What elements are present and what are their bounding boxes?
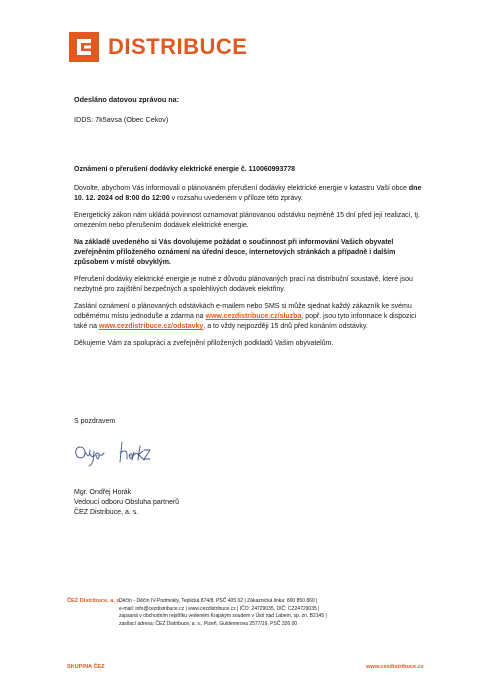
p5-text-a: Zaslání oznámení o plánovaných odstávkách e-mailem nebo SMS si může sjednat každý zákazník ke svému odběrnému místu jednoduše a zdarma na [74, 303, 412, 320]
paragraph-1 [74, 184, 424, 204]
signer-name: Mgr. Ondřej Horák [74, 489, 132, 496]
footer-company: ČEZ Distribuce, a. s. [67, 598, 122, 604]
recipient-label: Odesláno datovou zprávou na: [74, 95, 180, 104]
greeting: S pozdravem [74, 418, 116, 425]
footer-line-1: Děčín - Děčín IV-Podmokly, Teplická 874/8, PSČ 405 02 | Zákaznická linka: 800 850 860 | [119, 598, 318, 604]
letter-subject: Oznámení o přerušení dodávky elektrické energie č. 110060993778 [74, 166, 296, 173]
paragraph-6: Děkujeme Vám za spolupráci a zveřejnění přiložených podkladů Vašim obyvatelům. [74, 340, 334, 347]
p5-text-b: , popř. jsou tyto informace k dispozici také na [74, 313, 417, 330]
footer-lines [119, 598, 425, 628]
signer-company: ČEZ Distribuce, a. s. [74, 509, 139, 516]
paragraph-5 [74, 302, 424, 332]
footer-website[interactable]: www.cezdistribuce.cz [366, 664, 424, 670]
p1-text-b: v rozsahu uvedeném v příloze této zprávy. [169, 195, 303, 202]
group-label: SKUPINA ČEZ [67, 664, 105, 670]
p1-text-a: Dovolte, abychom Vás informovali o plánovaném přerušení dodávky elektrické energie v katastru Vaší obce [74, 185, 409, 192]
footer-line-2: e-mail: info@cezdistribuce.cz | www.cezdistribuce.cz | IČO: 24729035, DIČ: CZ24729035 | [119, 605, 320, 612]
cez-logo-icon [69, 32, 99, 62]
signer-block [74, 488, 179, 518]
paragraph-4: Přerušení dodávky elektrické energie je nutné z důvodu plánovaných prací na distribuční soustavě, které jsou nezbytné pro zajištění bezpečných a spolehlivých dodávek elektřiny. [74, 276, 413, 293]
company-logo [69, 32, 247, 62]
outages-link[interactable]: www.cezdistribuce.cz/odstavky [98, 323, 204, 330]
recipient-block [74, 95, 179, 125]
paragraph-2: Energetický zákon nám ukládá povinnost oznamovat plánovanou odstávku nejméně 15 dní před její realizací, tj. omezením nebo přerušením dodávek elektrické energie. [74, 212, 420, 229]
handwritten-signature [72, 432, 152, 477]
p5-text-c: , a to vždy nejpozději 15 dnů před konáním odstávky. [203, 323, 368, 330]
service-link[interactable]: www.cezdistribuce.cz/sluzba [205, 313, 302, 320]
letter-body [74, 165, 424, 356]
brand-name: DISTRIBUCE [108, 34, 248, 59]
footer-line-3: zapsaná v obchodním rejstříku vedeném Krajským soudem v Ústí nad Labem, sp. zn. B2145 | [119, 613, 327, 620]
paragraph-3: Na základě uvedeného si Vás dovolujeme požádat o součinnost při informování Vašich obyvatel zveřejněním přiloženého oznámení na úřední desce, internetových stránkách a případně i dalším způsobem v místě obvyklým. [74, 239, 396, 266]
outage-date: dne 10. 12. 2024 od 8:00 do 12:00 [74, 185, 422, 202]
recipient-ids: IDDS: 7k5avsa (Obec Cekov) [74, 115, 169, 124]
signer-title: Vedoucí odboru Obsluha partnerů [74, 499, 180, 506]
footer-line-4: zasílací adresa: ČEZ Distribuce, a. s., Plzeň, Guldenerova 2577/19, PSČ 326 00 [119, 620, 298, 627]
